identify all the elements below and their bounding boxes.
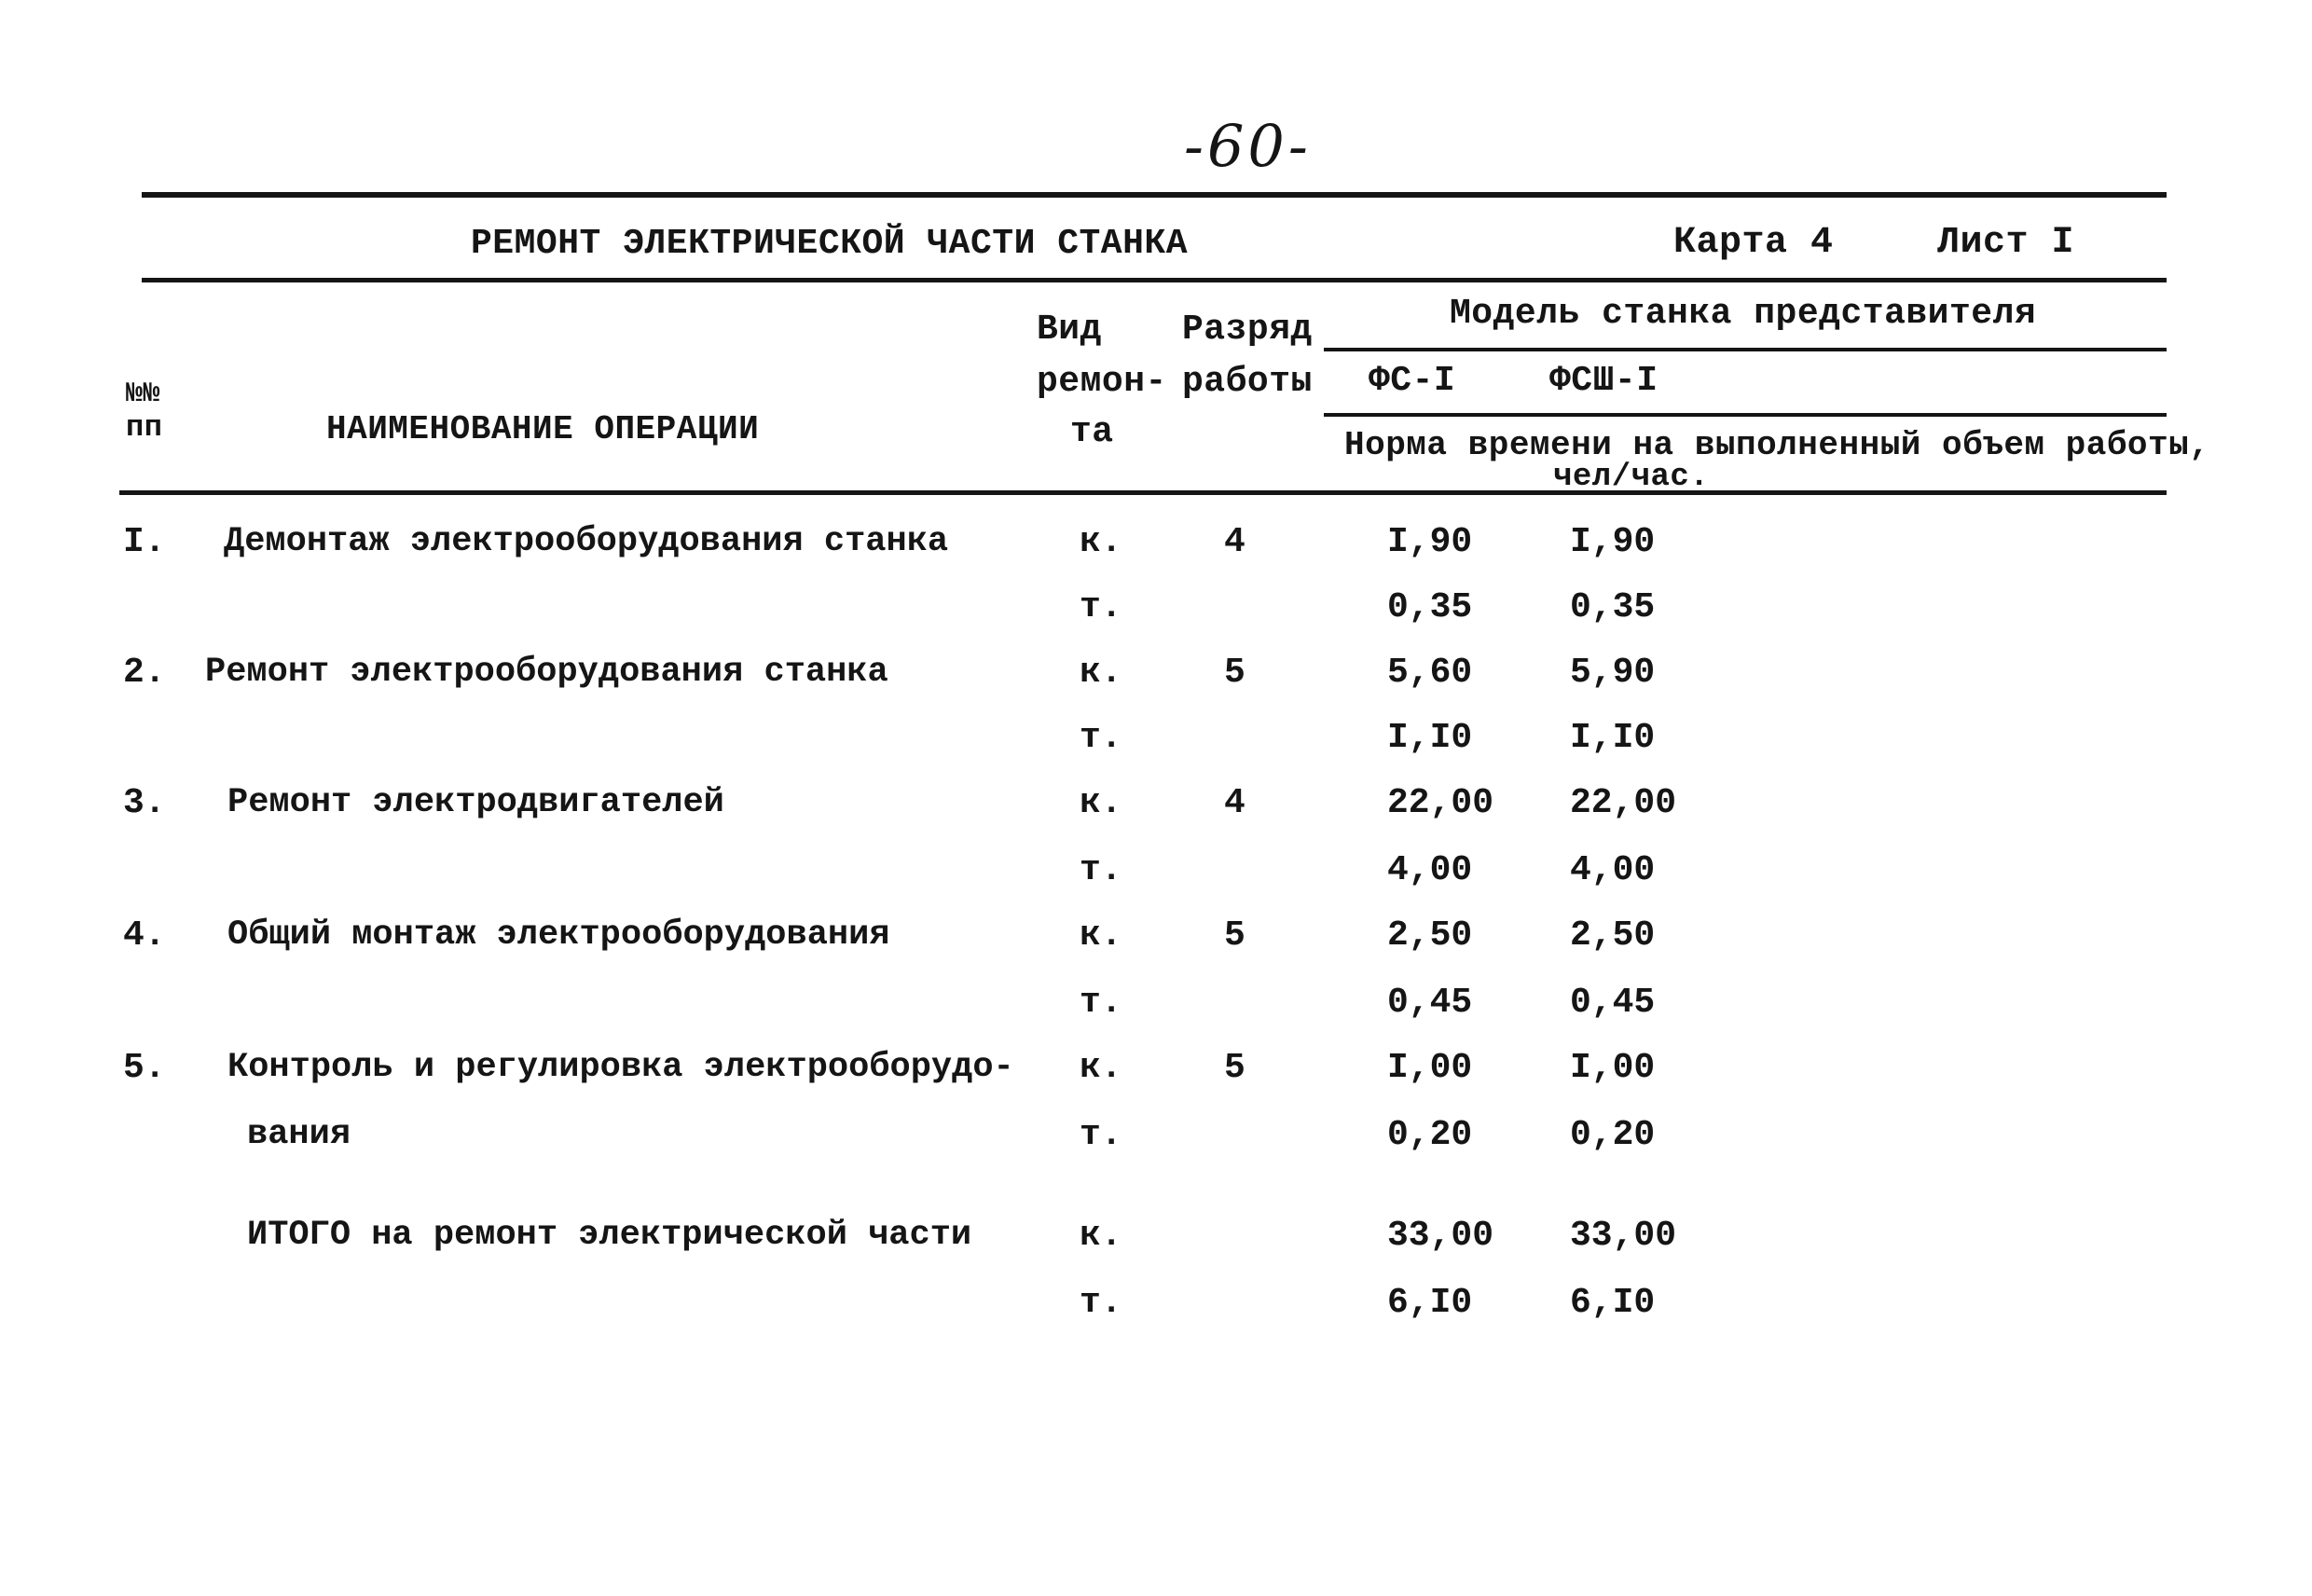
- norm-value-fsh1: 0,45: [1570, 983, 1656, 1023]
- norm-value-fsh1: 22,00: [1570, 783, 1677, 823]
- norm-value-fsh1: I,00: [1570, 1048, 1656, 1088]
- work-grade: 4: [1224, 783, 1245, 823]
- operation-name: ИТОГО на ремонт электрической части: [247, 1216, 972, 1255]
- row-number: 4.: [123, 915, 166, 956]
- norm-value-fsh1: I,90: [1570, 522, 1656, 562]
- repair-type: к.: [1080, 522, 1122, 562]
- norm-value-fs1: 2,50: [1387, 915, 1473, 956]
- repair-type: к.: [1080, 783, 1122, 823]
- operation-name: Общий монтаж электрооборудования: [227, 915, 890, 955]
- page-number: -60-: [1184, 112, 1312, 180]
- repair-type-header-3: та: [1070, 412, 1114, 452]
- num-column-header-1: №№: [126, 378, 161, 410]
- norm-value-fsh1: 2,50: [1570, 915, 1656, 956]
- work-grade: 5: [1224, 1048, 1245, 1088]
- norm-value-fsh1: 33,00: [1570, 1216, 1677, 1256]
- model-group-rule: [1324, 348, 2167, 351]
- operation-name-header: НАИМЕНОВАНИЕ ОПЕРАЦИИ: [326, 410, 760, 448]
- work-grade: 5: [1224, 653, 1245, 693]
- card-number: Карта 4: [1673, 222, 1834, 264]
- norm-value-fs1: 0,35: [1387, 587, 1473, 627]
- table-title: РЕМОНТ ЭЛЕКТРИЧЕСКОЙ ЧАСТИ СТАНКА: [471, 224, 1189, 264]
- grade-header-1: Разряд: [1182, 310, 1313, 350]
- norm-value-fs1: 22,00: [1387, 783, 1494, 823]
- repair-type: т.: [1080, 850, 1122, 890]
- norm-value-fs1: 33,00: [1387, 1216, 1494, 1256]
- norm-value-fsh1: 6,I0: [1570, 1283, 1656, 1323]
- norm-value-fsh1: I,I0: [1570, 718, 1656, 758]
- norm-header-line1: Норма времени на выполненный объем работы,: [1344, 426, 2210, 464]
- header-bottom-rule: [119, 490, 2167, 495]
- norm-value-fs1: 0,20: [1387, 1115, 1473, 1155]
- repair-type: т.: [1080, 1283, 1122, 1323]
- model-fsh1-header: ФСШ-I: [1549, 361, 1658, 401]
- work-grade: 4: [1224, 522, 1245, 562]
- norm-value-fsh1: 0,35: [1570, 587, 1656, 627]
- row-number: I.: [123, 522, 166, 562]
- operation-name: вания: [247, 1115, 351, 1154]
- norm-value-fs1: 4,00: [1387, 850, 1473, 890]
- norm-header-line2: чел/час.: [1553, 460, 1710, 495]
- repair-type-header-2: ремон-: [1037, 362, 1167, 402]
- norm-value-fs1: I,90: [1387, 522, 1473, 562]
- norm-value-fs1: 5,60: [1387, 653, 1473, 693]
- model-names-rule: [1324, 413, 2167, 417]
- repair-type: т.: [1080, 1115, 1122, 1155]
- norm-value-fsh1: 4,00: [1570, 850, 1656, 890]
- norm-value-fsh1: 0,20: [1570, 1115, 1656, 1155]
- row-number: 2.: [123, 653, 166, 693]
- repair-type: т.: [1080, 587, 1122, 627]
- operation-name: Ремонт электрооборудования станка: [205, 653, 888, 692]
- repair-type: к.: [1080, 1048, 1122, 1088]
- title-rule: [142, 278, 2167, 282]
- work-grade: 5: [1224, 915, 1245, 956]
- operation-name: Демонтаж электрооборудования станка: [224, 522, 949, 561]
- repair-type: т.: [1080, 983, 1122, 1023]
- norm-value-fs1: I,I0: [1387, 718, 1473, 758]
- norm-value-fs1: 0,45: [1387, 983, 1473, 1023]
- repair-type: к.: [1080, 915, 1122, 956]
- norm-value-fs1: I,00: [1387, 1048, 1473, 1088]
- operation-name: Контроль и регулировка электрооборудо-: [227, 1048, 1014, 1087]
- num-column-header-2: пп: [126, 410, 163, 445]
- model-group-header: Модель станка представителя: [1450, 294, 2037, 334]
- repair-type: т.: [1080, 718, 1122, 758]
- sheet-number: Лист I: [1937, 222, 2075, 264]
- row-number: 3.: [123, 783, 166, 823]
- repair-type: к.: [1080, 653, 1122, 693]
- norm-value-fsh1: 5,90: [1570, 653, 1656, 693]
- model-fs1-header: ФС-I: [1369, 361, 1456, 401]
- repair-type: к.: [1080, 1216, 1122, 1256]
- operation-name: Ремонт электродвигателей: [227, 783, 724, 822]
- repair-type-header-1: Вид: [1037, 310, 1102, 350]
- row-number: 5.: [123, 1048, 166, 1088]
- grade-header-2: работы: [1182, 362, 1313, 402]
- top-rule: [142, 192, 2167, 198]
- norm-value-fs1: 6,I0: [1387, 1283, 1473, 1323]
